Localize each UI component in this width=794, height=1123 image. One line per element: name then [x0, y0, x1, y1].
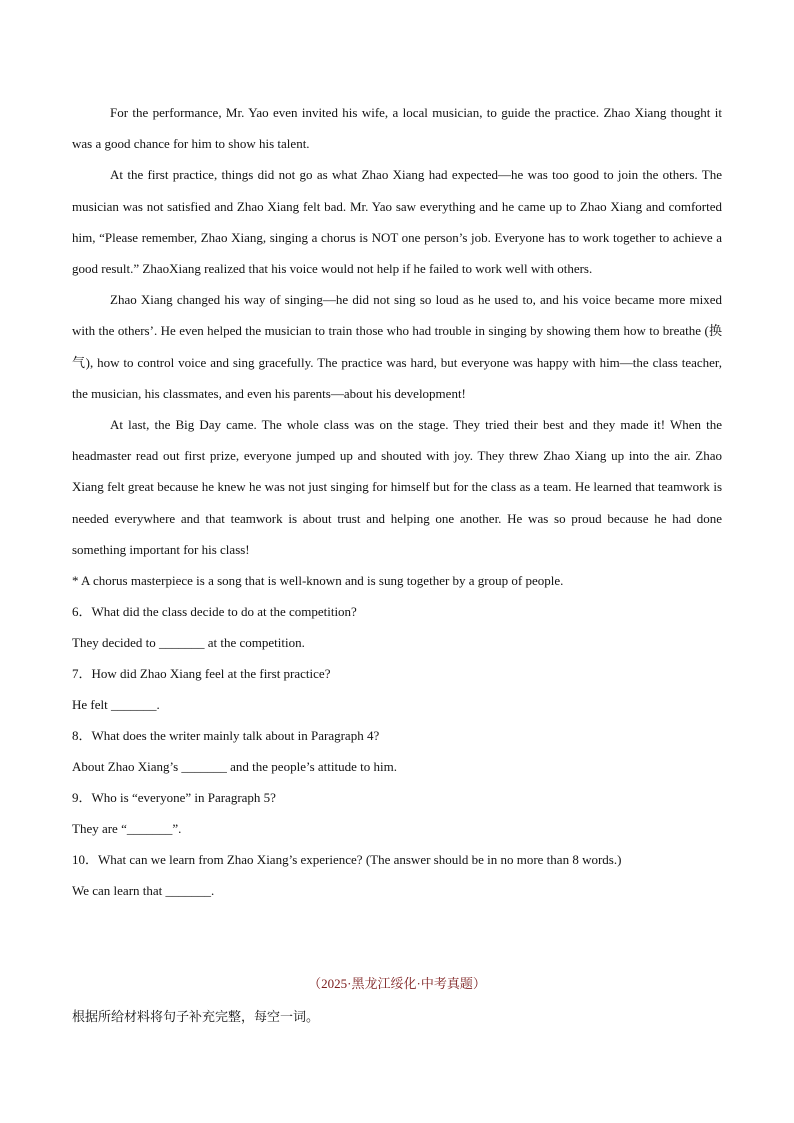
- answer-8: [72, 751, 722, 782]
- answer-suffix: and the people’s attitude to him.: [226, 759, 397, 775]
- answer-prefix: They are “: [72, 821, 127, 837]
- answer-9: [72, 813, 722, 844]
- question-10: 10．What can we learn from Zhao Xiang’s experience? (The answer should be in no more than 8 words.): [72, 852, 622, 868]
- answer-blank[interactable]: _______: [165, 883, 212, 899]
- reading-passage: [72, 97, 722, 906]
- answer-blank[interactable]: _______: [181, 759, 227, 775]
- task-instruction: 根据所给材料将句子补充完整，每空一词。: [72, 1010, 320, 1025]
- answer-6: [72, 627, 722, 658]
- answer-prefix: They decided to: [72, 635, 159, 651]
- question-7: 7．How did Zhao Xiang feel at the first practice?: [72, 666, 331, 682]
- answer-prefix: He felt: [72, 697, 111, 713]
- answer-prefix: About Zhao Xiang’s: [72, 759, 182, 775]
- paragraph: At the first practice, things did not go as what Zhao Xiang had expected—he was too good to join the others. The musician was not satisfied and Zhao Xiang felt bad. Mr. Yao saw everything and he came up to Zhao Xiang and comforted him, “Please remember, Zhao Xiang, singing a chorus is NOT one person’s job. Everyone has to work together to achieve a good result.” ZhaoXiang realized that his voice would not help if he failed to work well with others.: [72, 167, 722, 277]
- answer-blank[interactable]: _______: [110, 697, 157, 713]
- answer-suffix: at the competition.: [204, 635, 305, 651]
- answer-7: [72, 689, 722, 720]
- paragraph: Zhao Xiang changed his way of singing—he did not sing so loud as he used to, and his voice became more mixed with the others’. He even helped the musician to train those who had trouble in singing by showing them how to breathe (换气), how to control voice and sing gracefully. The practice was hard, but everyone was happy with him—the class teacher, the musician, his classmates, and even his parents—about his development!: [72, 292, 722, 401]
- question-9: 9．Who is “everyone” in Paragraph 5?: [72, 790, 276, 806]
- answer-blank[interactable]: _______: [126, 821, 173, 837]
- answer-prefix: We can learn that: [72, 883, 166, 899]
- answer-blank[interactable]: _______: [159, 635, 205, 651]
- paragraph: For the performance, Mr. Yao even invited his wife, a local musician, to guide the practice. Zhao Xiang thought it was a good chance for him to show his talent.: [72, 105, 722, 152]
- paragraph: At last, the Big Day came. The whole class was on the stage. They tried their best and they made it! When the headmaster read out first prize, everyone jumped up and shouted with joy. They threw Zhao Xiang up into the air. Zhao Xiang felt great because he knew he was not just singing for himself but for the class as a team. He learned that teamwork is needed everywhere and that teamwork is about trust and helping one another. He was so proud because he had done something important for his class!: [72, 417, 722, 557]
- question-8: 8．What does the writer mainly talk about in Paragraph 4?: [72, 728, 380, 744]
- question-6: 6．What did the class decide to do at the competition?: [72, 604, 357, 620]
- answer-10: [72, 875, 722, 906]
- exam-source-label: （2025·黑龙江绥化·中考真题）: [308, 976, 486, 991]
- answer-suffix: ”.: [172, 821, 182, 837]
- answer-suffix: .: [156, 697, 160, 713]
- answer-suffix: .: [211, 883, 215, 899]
- footnote: * A chorus masterpiece is a song that is well-known and is sung together by a group of people.: [72, 573, 564, 589]
